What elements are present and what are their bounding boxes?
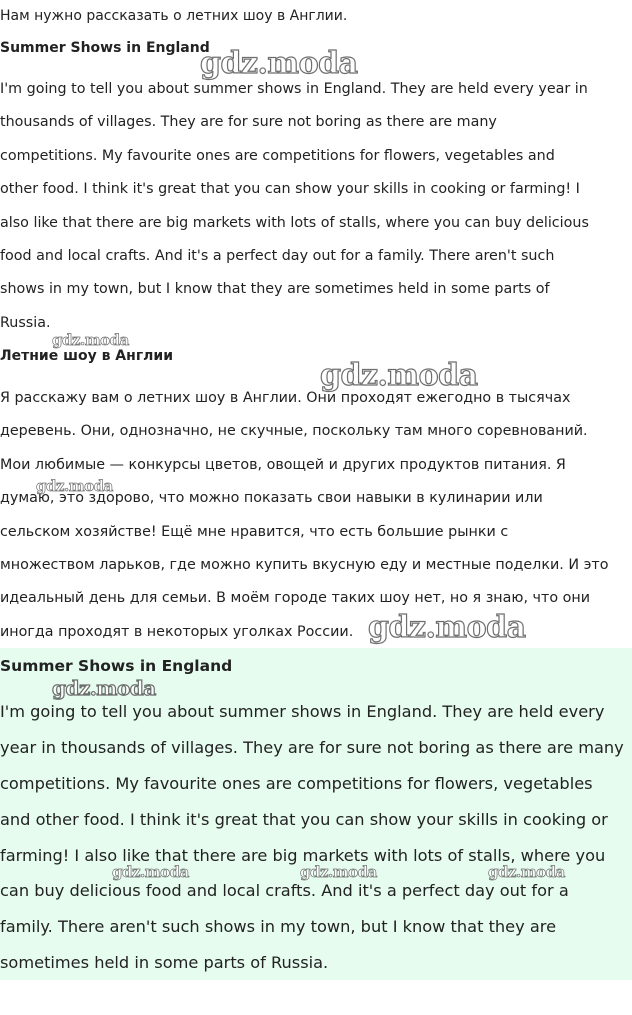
russian-line: сельском хозяйстве! Ещё мне нравится, что есть большие рынки с [0,523,509,540]
english-line: food and local crafts. And it's a perfect day out for a family. There aren't such [0,247,555,264]
russian-line: иногда проходят в некоторых уголках России. [0,623,354,640]
answer-line: family. There aren't such shows in my town, but I know that they are [0,917,557,937]
english-line: thousands of villages. They are for sure not boring as there are many [0,114,497,131]
watermark-logo: gdz.moda [200,46,358,81]
english-line: shows in my town, but I know that they are sometimes held in some parts of [0,281,550,298]
answer-text [0,694,632,981]
russian-line: Я расскажу вам о летних шоу в Англии. Они проходят ежегодно в тысячах [0,390,571,406]
english-heading: Summer Shows in England [0,40,210,56]
watermark-logo: gdz.moda [112,863,189,881]
answer-line: and other food. I think it's great that you can show your skills in cooking or [0,809,608,829]
answer-line: can buy delicious food and local crafts. And it's a perfect day out for a [0,881,569,901]
english-line: competitions. My favourite ones are competitions for flowers, vegetables and [0,147,555,164]
watermark-logo: gdz.moda [300,863,377,881]
watermark-logo: gdz.moda [368,610,526,645]
russian-heading: Летние шоу в Англии [0,348,174,364]
watermark-logo: gdz.moda [488,863,565,881]
english-line: also like that there are big markets with lots of stalls, where you can buy delicious [0,214,589,231]
russian-line: думаю, это здорово, что можно показать свои навыки в кулинарии или [0,490,543,507]
answer-line: I'm going to tell you about summer shows in England. They are held every [0,702,605,721]
russian-line: Мои любимые — конкурсы цветов, овощей и других продуктов питания. Я [0,456,566,473]
answer-heading: Summer Shows in England [0,657,233,675]
watermark-logo: gdz.moda [320,358,478,393]
russian-line: идеальный день для семьи. В моём городе таких шоу нет, но я знаю, что они [0,590,590,607]
task-intro: Нам нужно рассказать о летних шоу в Англии. [0,8,348,24]
watermark-logo: gdz.moda [52,331,129,349]
russian-text [0,382,632,649]
watermark-logo: gdz.moda [36,477,113,495]
english-line: other food. I think it's great that you can show your skills in cooking or farming! I [0,181,580,198]
answer-line: farming! I also like that there are big markets with lots of stalls, where you [0,845,606,865]
russian-line: деревень. Они, однозначно, не скучные, поскольку там много соревнований. [0,423,588,440]
answer-line: year in thousands of villages. They are for sure not boring as there are many [0,737,624,757]
english-line: Russia. [0,314,51,331]
watermark-logo: gdz.moda [52,676,156,700]
english-line: I'm going to tell you about summer shows in England. They are held every year in [0,81,588,97]
answer-line: competitions. My favourite ones are competitions for flowers, vegetables [0,773,593,793]
english-text [0,73,632,340]
answer-line: sometimes held in some parts of Russia. [0,953,329,973]
russian-line: множеством ларьков, где можно купить вкусную еду и местные поделки. И это [0,556,609,573]
